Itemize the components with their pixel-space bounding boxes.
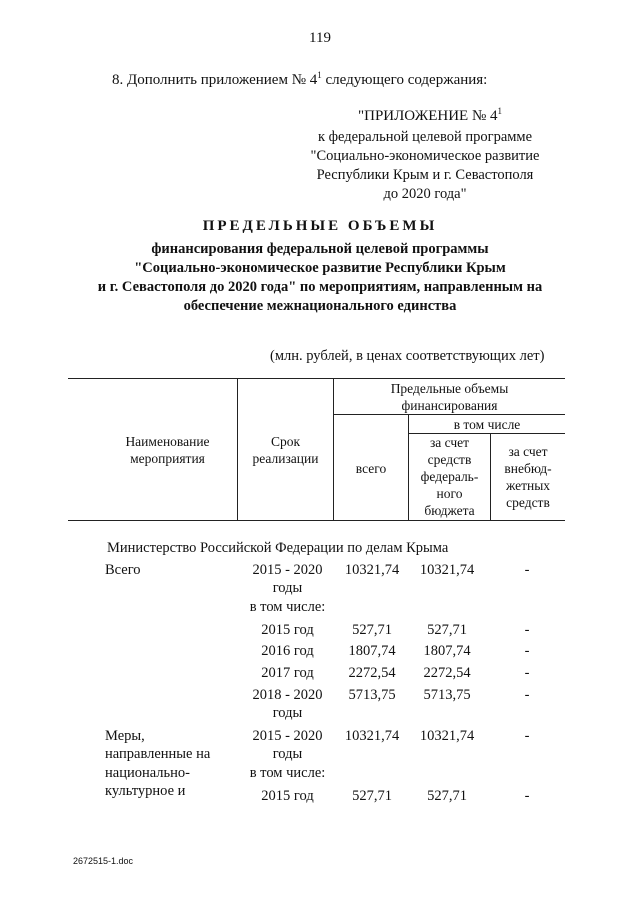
- header-federal: [409, 434, 490, 519]
- row-federal: 527,71: [427, 788, 467, 804]
- appendix-title-text: "ПРИЛОЖЕНИЕ № 4: [358, 108, 498, 124]
- appendix-subtitle: [300, 128, 550, 204]
- header-including: в том числе: [453, 417, 521, 432]
- page-number: 119: [309, 30, 331, 46]
- row-total: 527,71: [352, 788, 392, 804]
- header-text: реализации: [252, 451, 319, 466]
- row-period: 2016 год: [261, 643, 314, 659]
- intro-tail: следующего содержания:: [321, 72, 488, 88]
- subheading-line: и г. Севастополя до 2020 года" по мероприятиям, направленным на: [97, 279, 543, 295]
- document-subheading: [60, 240, 580, 316]
- row-total: 527,71: [352, 622, 392, 638]
- header-text: средств: [506, 495, 550, 510]
- header-extrabudget: [491, 443, 565, 511]
- row-federal: 1807,74: [423, 643, 471, 659]
- header-text: Срок: [270, 434, 301, 449]
- row-extrabudget: -: [524, 728, 530, 744]
- subheading-line: обеспечение межнационального единства: [183, 298, 457, 314]
- row-total: 1807,74: [348, 643, 396, 659]
- row-extrabudget: -: [524, 622, 530, 638]
- document-heading: ПРЕДЕЛЬНЫЕ ОБЪЕМЫ: [202, 218, 438, 234]
- header-limits: [334, 380, 565, 414]
- header-text: за счет: [508, 444, 548, 459]
- subheading-line: "Социально-экономическое развитие Республики Крым: [134, 260, 506, 276]
- row-name: национально-: [105, 765, 190, 781]
- header-text: финансирования: [401, 398, 498, 413]
- appendix-title: [358, 106, 502, 125]
- row-federal: 2272,54: [423, 665, 471, 681]
- units-note: (млн. рублей, в ценах соответствующих лет): [270, 348, 545, 364]
- row-name: направленные на: [105, 746, 211, 762]
- header-text: мероприятия: [130, 451, 205, 466]
- intro-text: 8. Дополнить приложением № 4: [112, 72, 318, 88]
- header-text: жетных: [505, 478, 551, 493]
- row-period: 2015 год: [261, 788, 314, 804]
- header-text: бюджета: [424, 503, 475, 518]
- row-period: 2015 - 2020 годы: [252, 562, 323, 596]
- header-text: ного: [436, 486, 463, 501]
- row-period: 2018 - 2020 годы: [252, 687, 323, 721]
- row-extrabudget: -: [524, 788, 530, 804]
- row-period: 2015 год: [261, 622, 314, 638]
- header-text: федераль-: [420, 469, 479, 484]
- row-extrabudget: -: [524, 687, 530, 703]
- row-extrabudget: -: [524, 562, 530, 578]
- header-period: [238, 433, 333, 467]
- header-text: за счет: [429, 435, 470, 450]
- row-total: 5713,75: [348, 687, 396, 703]
- row-extrabudget: -: [524, 665, 530, 681]
- row-period: в том числе:: [249, 599, 326, 615]
- row-total: 2272,54: [348, 665, 396, 681]
- row-total: 10321,74: [344, 562, 400, 578]
- row-federal: 5713,75: [423, 687, 471, 703]
- header-text: Предельные объемы: [390, 381, 509, 396]
- header-text: внебюд-: [504, 461, 552, 476]
- appendix-line: к федеральной целевой программе: [317, 129, 533, 145]
- row-federal: 527,71: [427, 622, 467, 638]
- row-federal: 10321,74: [419, 562, 475, 578]
- row-name: Меры,: [105, 728, 145, 744]
- appendix-title-sup: 1: [497, 106, 503, 116]
- row-name: культурное и: [105, 783, 186, 799]
- file-footer: 2672515-1.doc: [73, 856, 134, 866]
- header-name: [100, 433, 235, 467]
- header-text: Наименование: [125, 434, 210, 449]
- header-total: всего: [355, 461, 387, 476]
- subheading-line: финансирования федеральной целевой программы: [151, 241, 489, 257]
- row-extrabudget: -: [524, 643, 530, 659]
- row-period: в том числе:: [249, 765, 326, 781]
- header-text: средств: [427, 452, 472, 467]
- row-federal: 10321,74: [419, 728, 475, 744]
- appendix-line: "Социально-экономическое развитие: [310, 148, 540, 164]
- row-name: Всего: [105, 562, 141, 578]
- ministry-label: Министерство Российской Федерации по делам Крыма: [107, 540, 449, 556]
- row-period: 2017 год: [261, 665, 314, 681]
- table-top-border: [68, 378, 565, 379]
- row-period: 2015 - 2020 годы: [252, 728, 323, 762]
- intro-paragraph: [112, 70, 487, 89]
- appendix-line: до 2020 года": [383, 186, 467, 202]
- intro-sup: 1: [317, 70, 322, 80]
- appendix-line: Республики Крым и г. Севастополя: [316, 167, 534, 183]
- row-total: 10321,74: [344, 728, 400, 744]
- header-divider: [333, 414, 565, 415]
